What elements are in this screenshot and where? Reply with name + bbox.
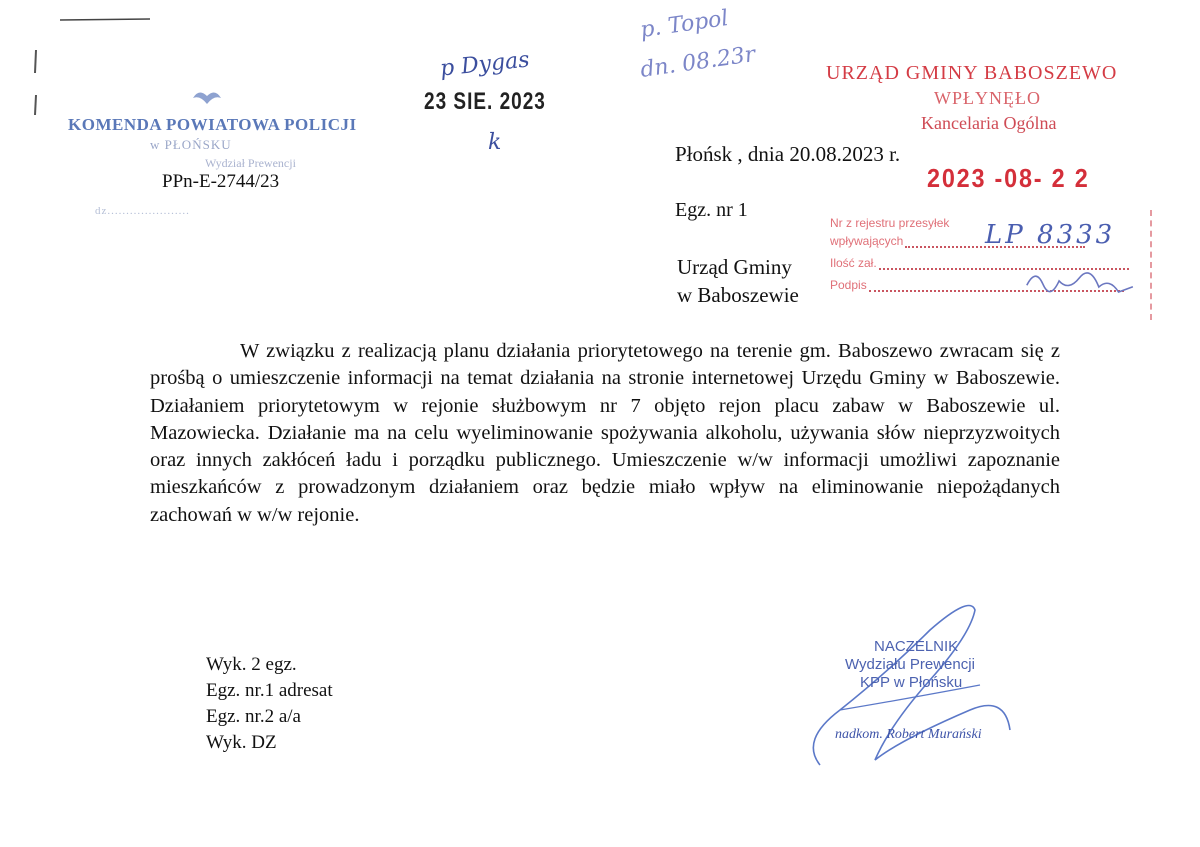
letter-body: W związku z realizacją planu działania priorytetowego na terenie gm. Baboszewo zwracam się z prośbą o umieszczenie informacji na temat działania na stronie internetowej Urzędu Gminy w Baboszewie. Działaniem priorytetowym w rejonie służbowym nr 7 objęto rejon placu zabaw w Baboszewie ul. Mazowiecka. Działanie ma na celu wyeliminowanie spożywania alkoholu, używania słów nieprzyzwoitych oraz innych zakłóceń ładu i porządku publicznego. Umieszczenie w/w informacji umożliwi zapoznanie mieszkańców z prowadzonym działaniem oraz będzie miało wpływ na eliminowanie niepożądanych zachowań w w/w rejonie. <box>150 340 1060 526</box>
register-row: Podpis <box>830 278 1124 292</box>
register-row: Ilość zał. <box>830 256 1129 270</box>
copy-number: Egz. nr 1 <box>675 199 748 221</box>
handwritten-recipient: p Dygas <box>438 47 531 82</box>
distribution-item: Wyk. 2 egz. <box>206 654 297 675</box>
register-number-handwritten: LP 8333 <box>985 220 1116 250</box>
distribution-list <box>206 652 333 756</box>
addressee-line-1: Urząd Gminy <box>677 255 792 279</box>
eagle-emblem-icon <box>190 86 224 108</box>
handwritten-initial: k <box>488 130 502 155</box>
handwritten-note-top: p. Topol <box>638 5 730 44</box>
signatory-department: Wydziału Prewencji <box>845 656 975 673</box>
scan-artifact-line <box>60 18 150 22</box>
office-stamp-received: WPŁYNĘŁO <box>934 88 1041 108</box>
handwritten-note-date: dn. 08.23r <box>638 42 757 83</box>
register-row: Nr z rejestru przesyłek <box>830 216 950 230</box>
signatory-title: NACZELNIK <box>874 638 959 655</box>
distribution-item: Wyk. DZ <box>206 732 277 753</box>
signatory-name: nadkom. Robert Murański <box>835 727 982 742</box>
register-row: wpływających <box>830 234 1085 248</box>
office-stamp-department: Kancelaria Ogólna <box>921 113 1057 133</box>
office-stamp-date: 2023 -08- 2 2 <box>927 163 1090 193</box>
police-command-stamp: KOMENDA POWIATOWA POLICJI <box>68 115 357 134</box>
reference-number: PPn-E-2744/23 <box>162 171 280 192</box>
addressee-line-2: w Baboszewie <box>677 283 799 307</box>
distribution-item: Egz. nr.1 adresat <box>206 680 333 701</box>
signature-dotline: dz...................... <box>95 205 190 217</box>
distribution-item: Egz. nr.2 a/a <box>206 706 301 727</box>
register-signature <box>1024 265 1135 301</box>
police-location: w PŁOŃSKU <box>150 137 232 152</box>
signatory-unit: KPP w Płońsku <box>860 674 963 691</box>
received-date-stamp: 23 SIE. 2023 <box>424 89 546 116</box>
punch-hole-marks <box>30 45 42 125</box>
police-department: Wydział Prewencji <box>205 156 296 170</box>
office-stamp-title: URZĄD GMINY BABOSZEWO <box>826 62 1118 84</box>
place-and-date: Płońsk , dnia 20.08.2023 r. <box>675 142 901 166</box>
